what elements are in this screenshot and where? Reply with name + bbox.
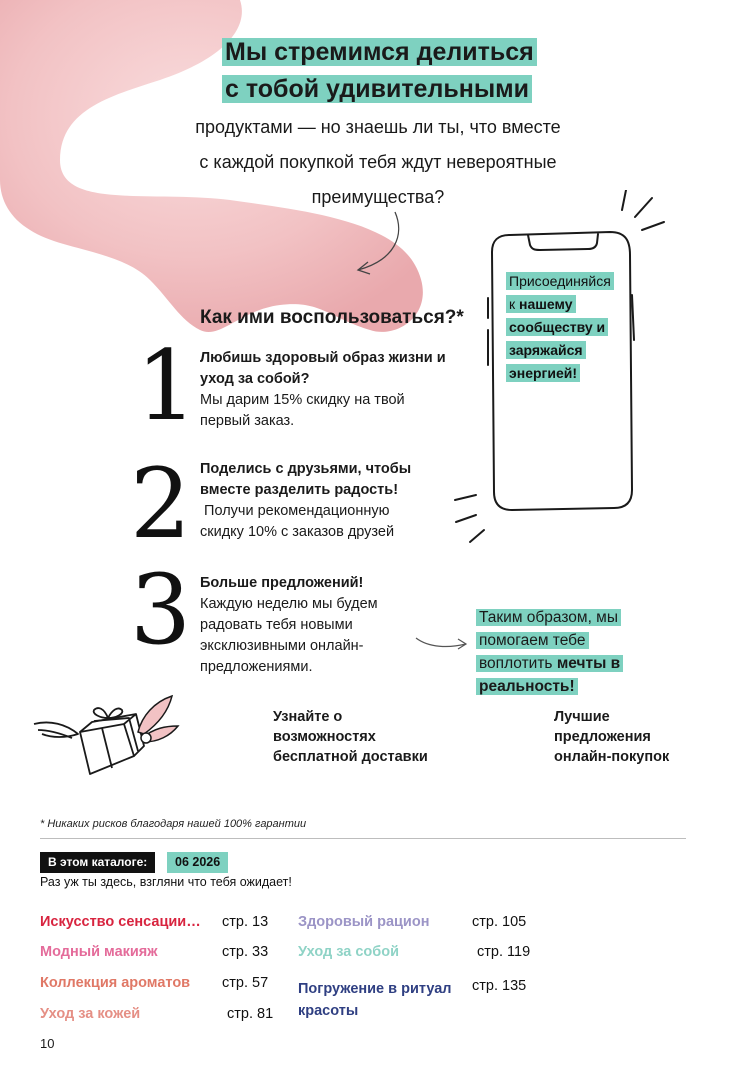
step-3-number: 3	[130, 554, 192, 666]
toc-link-self-care[interactable]: Уход за собой	[298, 944, 400, 960]
result-line-3-bold: мечты в	[556, 655, 621, 672]
toc-page: стр. 119	[477, 944, 531, 960]
step-2-bold-line-1: Поделись с друзьями, чтобы	[200, 461, 412, 477]
flying-gift-icon	[32, 694, 182, 784]
phone-line-2-bold: нашему	[519, 296, 573, 312]
benefit-online-line-1: Лучшие	[554, 709, 610, 725]
step-3-line-2: радовать тебя новыми	[200, 617, 353, 633]
step-3-line-3: эксклюзивными онлайн-	[200, 638, 364, 654]
result-line-1: Таким образом, мы	[476, 609, 621, 626]
result-line-2: помогаем тебе	[476, 632, 589, 649]
step-1-text	[200, 348, 446, 432]
toc-beauty-ritual-line-1: Погружение в ритуал	[298, 981, 452, 997]
headline-line-2: с тобой удивительными	[222, 75, 532, 103]
step-2-line-1: Получи рекомендационную	[200, 503, 390, 519]
benefit-online-line-3: онлайн-покупок	[554, 749, 670, 765]
toc-page: стр. 13	[222, 914, 269, 930]
headline	[222, 34, 537, 108]
toc-link-fashion-makeup[interactable]: Модный макияж	[40, 944, 158, 960]
step-2-text	[200, 459, 411, 543]
phone-line-4: заряжайся	[506, 341, 586, 359]
step-1-bold-line-2: уход за собой?	[200, 371, 310, 387]
phone-line-2-pre: к	[509, 296, 520, 312]
divider	[40, 838, 686, 839]
benefit-delivery-line-2: возможностях	[273, 729, 376, 745]
phone-line-1: Присоединяйся	[506, 272, 614, 290]
toc-link-skin-care[interactable]: Уход за кожей	[40, 1006, 141, 1022]
toc-page: стр. 135	[472, 978, 527, 994]
benefit-free-delivery	[273, 707, 428, 767]
intro-line-3: преимущества?	[311, 187, 445, 207]
step-3-line-4: предложениями.	[200, 659, 313, 675]
toc-page: стр. 33	[222, 944, 269, 960]
how-to-title: Как ими воспользоваться?*	[200, 307, 464, 328]
step-2-bold-line-2: вместе разделить радость!	[200, 482, 399, 498]
result-text	[476, 606, 623, 698]
benefit-delivery-line-3: бесплатной доставки	[273, 749, 428, 765]
toc-link-healthy-diet[interactable]: Здоровый рацион	[298, 914, 430, 930]
curved-arrow-icon	[350, 210, 410, 280]
toc-page: стр. 81	[227, 1006, 274, 1022]
result-line-4: реальность!	[476, 678, 578, 695]
result-line-3-pre: воплотить	[479, 655, 557, 672]
toc-link-fragrance-collection[interactable]: Коллекция ароматов	[40, 975, 191, 991]
benefit-delivery-line-1: Узнайте о	[273, 709, 343, 725]
step-3-text	[200, 573, 378, 678]
phone-line-5: энергией!	[506, 364, 580, 382]
headline-line-1: Мы стремимся делиться	[222, 38, 537, 66]
step-1-line-2: первый заказ.	[200, 413, 295, 429]
page-number: 10	[40, 1036, 55, 1051]
step-2-line-2: скидку 10% с заказов друзей	[200, 524, 395, 540]
arrow-right-icon	[414, 632, 470, 656]
catalog-label: В этом каталоге:	[40, 852, 155, 873]
step-1-line-1: Мы дарим 15% скидку на твой	[200, 392, 405, 408]
toc-link-art-of-sensation[interactable]: Искусство сенсации…	[40, 914, 201, 930]
step-1-bold-line-1: Любишь здоровый образ жизни и	[200, 350, 446, 366]
benefit-online-offers	[554, 707, 669, 767]
intro-line-1: продуктами — но знаешь ли ты, что вместе	[195, 117, 561, 137]
step-3-bold-line-1: Больше предложений!	[200, 575, 364, 591]
catalog-subtitle: Раз уж ты здесь, взгляни что тебя ожидает!	[40, 875, 292, 889]
phone-message	[506, 270, 614, 385]
toc-page: стр. 105	[472, 914, 527, 930]
footnote: * Никаких рисков благодаря нашей 100% гарантии	[40, 818, 307, 830]
toc-beauty-ritual-line-2: красоты	[298, 1003, 359, 1019]
step-1-number: 1	[136, 330, 198, 442]
step-3-line-1: Каждую неделю мы будем	[200, 596, 378, 612]
intro-line-2: с каждой покупкой тебя ждут невероятные	[199, 152, 557, 172]
step-2-number: 2	[130, 448, 192, 560]
toc-page: стр. 57	[222, 975, 269, 991]
catalog-date: 06 2026	[167, 852, 228, 873]
phone-line-3: сообществу и	[506, 318, 608, 336]
benefit-online-line-2: предложения	[554, 729, 651, 745]
toc-link-beauty-ritual[interactable]	[298, 978, 451, 1022]
